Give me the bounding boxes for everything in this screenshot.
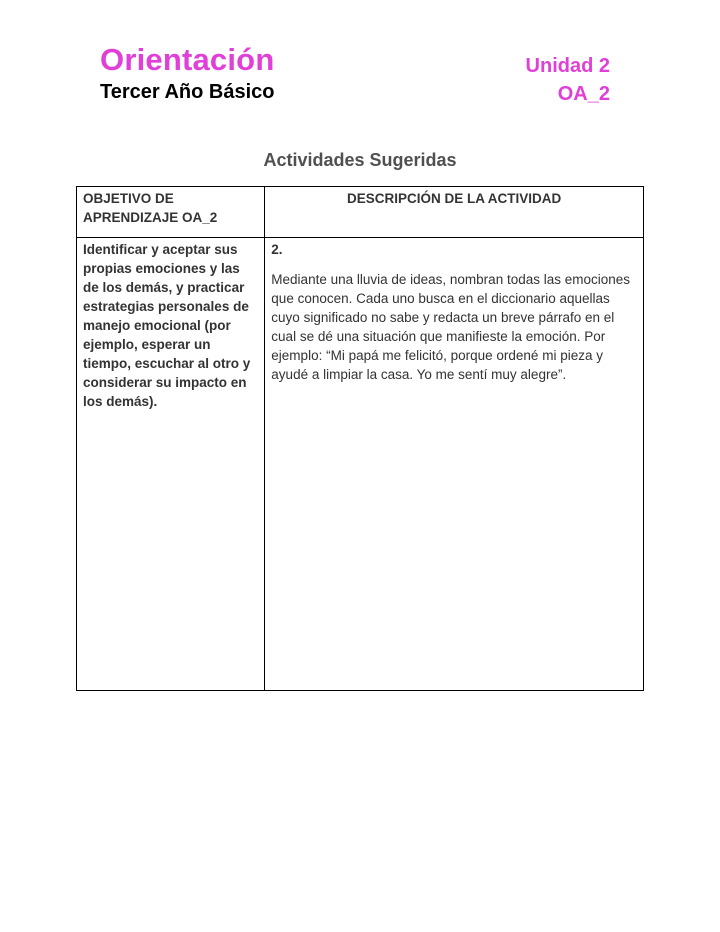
grade-level: Tercer Año Básico (100, 81, 275, 103)
activity-table (76, 186, 644, 691)
activity-number: 2. (271, 242, 283, 257)
table-header-row (77, 187, 644, 238)
activity-description: Mediante una lluvia de ideas, nombran todas las emociones que conocen. Cada uno busca en el diccionario aquellas cuyo significado no sabe y redacta un breve párrafo en el cual se dé una situación que manifieste la emoción. Por ejemplo: “Mi papá me felicitó, porque ordené mi pieza y ayudé a limpiar la casa. Yo me sentí muy alegre”. (271, 272, 631, 382)
objective-text: Identificar y aceptar sus propias emociones y las de los demás, y practicar estrategias personales de manejo emocional (por ejemplo, esperar un tiempo, escuchar al otro y considerar su impacto en los demás). (83, 242, 251, 409)
document-header-left (100, 42, 275, 104)
document-header-right (526, 54, 610, 106)
description-cell (265, 238, 644, 691)
section-title: Actividades Sugeridas (263, 150, 457, 170)
table-row (77, 238, 644, 691)
objective-code: OA_2 (557, 83, 610, 105)
subject-title: Orientación (100, 42, 275, 77)
column-header-description: DESCRIPCIÓN DE LA ACTIVIDAD (265, 187, 644, 238)
objective-cell (77, 238, 265, 691)
column-header-objective: OBJETIVO DE APRENDIZAJE OA_2 (77, 187, 265, 238)
unit-label: Unidad 2 (525, 55, 610, 77)
